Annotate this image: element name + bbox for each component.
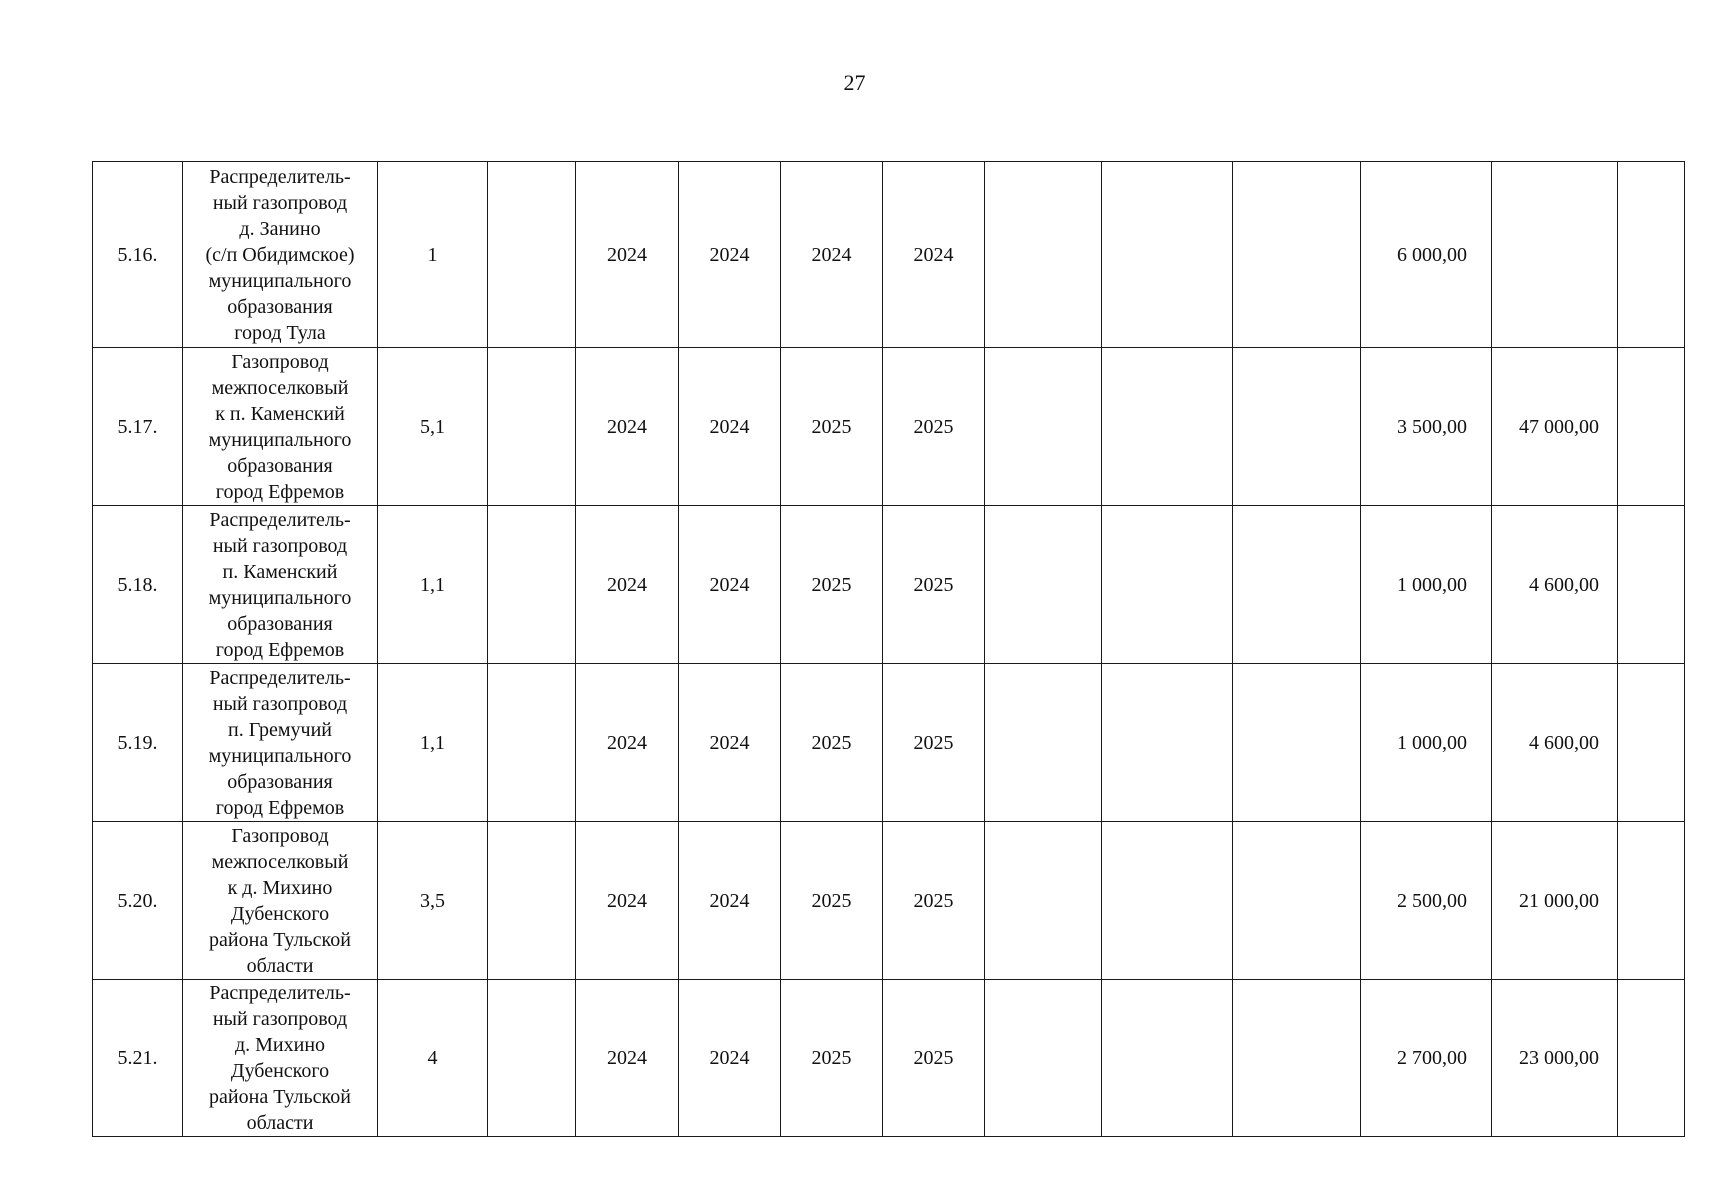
- object-name-line: района Тульской: [209, 1086, 351, 1108]
- empty-cell: [488, 348, 576, 506]
- empty-cell: [985, 348, 1102, 506]
- year-cell: 2024: [679, 506, 781, 664]
- object-name-line: (с/п Обидимское): [205, 243, 355, 266]
- table-row: [93, 348, 1685, 506]
- row-number-cell: 5.17.: [93, 348, 183, 506]
- year-cell: 2024: [679, 348, 781, 506]
- object-name-line: город Тула: [234, 321, 326, 344]
- object-name-line: ный газопровод: [212, 191, 348, 214]
- empty-cell: [985, 664, 1102, 822]
- object-name-line: город Ефремов: [215, 480, 345, 503]
- empty-cell: [1102, 506, 1233, 664]
- empty-cell: [1618, 980, 1685, 1137]
- object-name-line: межпоселковый: [211, 376, 349, 399]
- empty-cell: [1618, 348, 1685, 506]
- object-name-cell: [183, 162, 378, 348]
- object-name-line: д. Занино: [239, 217, 321, 240]
- table-row: [93, 506, 1685, 664]
- year-cell: 2025: [883, 348, 985, 506]
- object-name-line: муниципального: [208, 428, 352, 451]
- amount-cell: 2 700,00: [1361, 980, 1492, 1137]
- empty-cell: [1233, 162, 1361, 348]
- empty-cell: [1233, 506, 1361, 664]
- table-row: [93, 664, 1685, 822]
- table-body: [93, 162, 1685, 1137]
- empty-cell: [985, 822, 1102, 980]
- object-name-line: образования: [227, 770, 333, 793]
- amount-cell: 21 000,00: [1492, 822, 1618, 980]
- object-name-line: Дубенского: [230, 1060, 330, 1082]
- object-name-line: ный газопровод: [212, 692, 348, 715]
- year-cell: 2024: [576, 664, 679, 822]
- year-cell: 2025: [883, 506, 985, 664]
- empty-cell: [488, 822, 576, 980]
- object-name-line: Газопровод: [231, 824, 329, 847]
- year-cell: 2024: [576, 506, 679, 664]
- empty-cell: [1618, 822, 1685, 980]
- gas-pipeline-table: [92, 161, 1685, 1137]
- length-cell: 1,1: [378, 506, 488, 664]
- year-cell: 2024: [883, 162, 985, 348]
- object-name-line: межпоселковый: [211, 850, 349, 873]
- length-cell: 4: [378, 980, 488, 1137]
- empty-cell: [488, 162, 576, 348]
- year-cell: 2024: [679, 980, 781, 1137]
- empty-cell: [488, 506, 576, 664]
- year-cell: 2024: [781, 162, 883, 348]
- empty-cell: [488, 664, 576, 822]
- object-name-line: Распределитель-: [209, 165, 351, 188]
- empty-cell: [1102, 980, 1233, 1137]
- object-name-cell: [183, 348, 378, 506]
- object-name-line: области: [246, 954, 314, 977]
- object-name-cell: [183, 980, 378, 1137]
- year-cell: 2024: [576, 162, 679, 348]
- amount-cell: 2 500,00: [1361, 822, 1492, 980]
- year-cell: 2025: [781, 980, 883, 1137]
- length-cell: 5,1: [378, 348, 488, 506]
- amount-cell: 23 000,00: [1492, 980, 1618, 1137]
- object-name-line: ный газопровод: [212, 1008, 348, 1030]
- empty-cell: [1102, 664, 1233, 822]
- object-name-line: образования: [227, 454, 333, 477]
- year-cell: 2025: [781, 348, 883, 506]
- object-name-line: образования: [227, 295, 333, 318]
- object-name-line: п. Гремучий: [227, 718, 332, 741]
- object-name-line: к д. Михино: [227, 876, 333, 899]
- year-cell: 2024: [679, 664, 781, 822]
- amount-cell: 6 000,00: [1361, 162, 1492, 348]
- row-number-cell: 5.18.: [93, 506, 183, 664]
- table-row: [93, 822, 1685, 980]
- object-name-cell: [183, 664, 378, 822]
- object-name-line: город Ефремов: [215, 638, 345, 661]
- empty-cell: [1618, 162, 1685, 348]
- object-name-line: Распределитель-: [209, 508, 351, 531]
- object-name-line: Распределитель-: [209, 666, 351, 689]
- length-cell: 1,1: [378, 664, 488, 822]
- year-cell: 2024: [679, 162, 781, 348]
- year-cell: 2024: [679, 822, 781, 980]
- year-cell: 2025: [883, 664, 985, 822]
- year-cell: 2025: [883, 980, 985, 1137]
- object-name-line: муниципального: [208, 269, 352, 292]
- object-name-line: муниципального: [208, 744, 352, 767]
- object-name-line: района Тульской: [209, 928, 351, 951]
- empty-cell: [985, 506, 1102, 664]
- amount-cell: [1492, 162, 1618, 348]
- empty-cell: [1233, 980, 1361, 1137]
- empty-cell: [1233, 822, 1361, 980]
- page-number: 27: [843, 70, 866, 95]
- empty-cell: [1618, 664, 1685, 822]
- row-number-cell: 5.21.: [93, 980, 183, 1137]
- empty-cell: [1102, 162, 1233, 348]
- row-number-cell: 5.16.: [93, 162, 183, 348]
- empty-cell: [488, 980, 576, 1137]
- row-number-cell: 5.19.: [93, 664, 183, 822]
- empty-cell: [985, 980, 1102, 1137]
- table-row: [93, 980, 1685, 1137]
- year-cell: 2025: [781, 506, 883, 664]
- object-name-cell: [183, 506, 378, 664]
- object-name-line: п. Каменский: [222, 560, 338, 583]
- object-name-line: Распределитель-: [209, 982, 351, 1004]
- object-name-line: образования: [227, 612, 333, 635]
- amount-cell: 3 500,00: [1361, 348, 1492, 506]
- table-row: [93, 162, 1685, 348]
- year-cell: 2024: [576, 980, 679, 1137]
- object-name-line: Дубенского: [230, 902, 330, 925]
- object-name-cell: [183, 822, 378, 980]
- object-name-line: д. Михино: [234, 1034, 326, 1056]
- length-cell: 1: [378, 162, 488, 348]
- amount-cell: 47 000,00: [1492, 348, 1618, 506]
- object-name-line: муниципального: [208, 586, 352, 609]
- empty-cell: [1102, 348, 1233, 506]
- object-name-line: области: [246, 1112, 314, 1134]
- year-cell: 2024: [576, 348, 679, 506]
- empty-cell: [1618, 506, 1685, 664]
- amount-cell: 1 000,00: [1361, 664, 1492, 822]
- object-name-line: город Ефремов: [215, 796, 345, 819]
- row-number-cell: 5.20.: [93, 822, 183, 980]
- amount-cell: 4 600,00: [1492, 664, 1618, 822]
- length-cell: 3,5: [378, 822, 488, 980]
- empty-cell: [985, 162, 1102, 348]
- object-name-line: Газопровод: [231, 350, 329, 373]
- year-cell: 2024: [576, 822, 679, 980]
- year-cell: 2025: [883, 822, 985, 980]
- amount-cell: 4 600,00: [1492, 506, 1618, 664]
- empty-cell: [1233, 348, 1361, 506]
- year-cell: 2025: [781, 664, 883, 822]
- year-cell: 2025: [781, 822, 883, 980]
- empty-cell: [1233, 664, 1361, 822]
- object-name-line: ный газопровод: [212, 534, 348, 557]
- empty-cell: [1102, 822, 1233, 980]
- amount-cell: 1 000,00: [1361, 506, 1492, 664]
- object-name-line: к п. Каменский: [215, 402, 345, 425]
